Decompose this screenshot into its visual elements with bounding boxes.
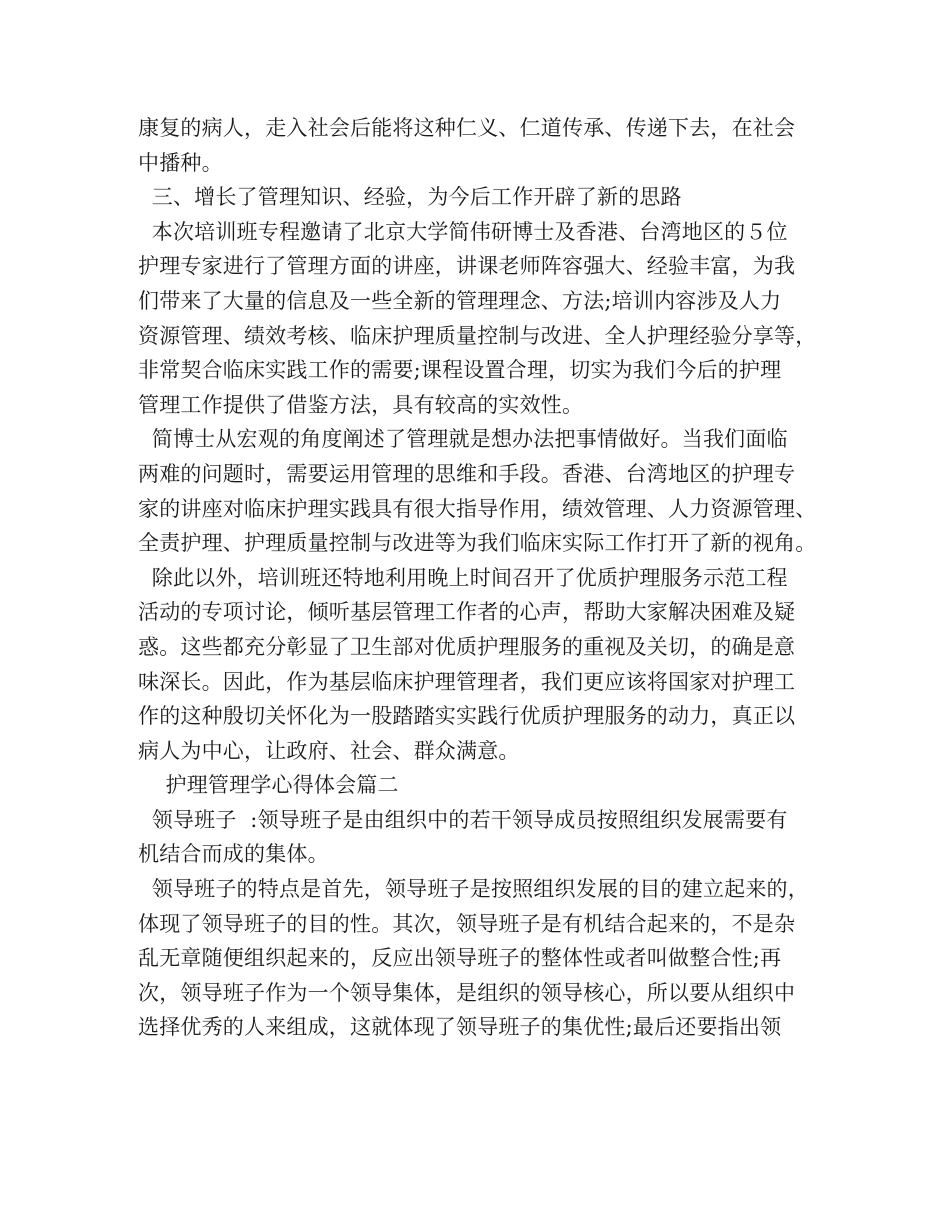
text-line: 两难的问题时，需要运用管理的思维和手段。香港、台湾地区的护理专 — [138, 461, 796, 486]
text-line: 护理专家进行了管理方面的讲座，讲课老师阵容强大、经验丰富，为我 — [138, 254, 796, 279]
text-line: 体现了领导班子的目的性。其次，领导班子是有机结合起来的，不是杂 — [138, 911, 796, 936]
text-line: 简博士从宏观的角度阐述了管理就是想办法把事情做好。当我们面临 — [138, 427, 788, 452]
text-line: 乱无章随便组织起来的，反应出领导班子的整体性或者叫做整合性;再 — [138, 946, 782, 971]
text-line: 味深长。因此，作为基层临床护理管理者，我们更应该将国家对护理工 — [138, 669, 796, 694]
text-line: 资源管理、绩效考核、临床护理质量控制与改进、全人护理经验分享等， — [138, 323, 817, 348]
text-line: 除此以外，培训班还特地利用晚上时间召开了优质护理服务示范工程 — [138, 565, 788, 590]
text-line: 们带来了大量的信息及一些全新的管理理念、方法;培训内容涉及人力 — [138, 288, 782, 313]
text-line: 惑。这些都充分彰显了卫生部对优质护理服务的重视及关切，的确是意 — [138, 634, 796, 659]
text-line: 康复的病人，走入社会后能将这种仁义、仁道传承、传递下去，在社会 — [138, 116, 796, 140]
text-line: 本次培训班专程邀请了北京大学简伟研博士及香港、台湾地区的５位 — [138, 219, 788, 244]
text-line: 机结合而成的集体。 — [138, 842, 329, 867]
text-line: 领导班子 :领导班子是由组织中的若干领导成员按照组织发展需要有 — [138, 807, 788, 832]
text-line: 病人为中心，让政府、社会、群众满意。 — [138, 738, 520, 763]
text-line: 次，领导班子作为一个领导集体，是组织的领导核心，所以要从组织中 — [138, 980, 796, 1005]
text-line: 中播种。 — [138, 150, 223, 175]
section-title: 护理管理学心得体会篇二 — [138, 773, 399, 798]
text-line: 选择优秀的人来组成，这就体现了领导班子的集优性;最后还要指出领 — [138, 1015, 782, 1040]
text-line: 家的讲座对临床护理实践具有很大指导作用，绩效管理、人力资源管理、 — [138, 496, 817, 521]
text-line: 领导班子的特点是首先，领导班子是按照组织发展的目的建立起来的， — [138, 877, 809, 902]
text-line: 非常契合临床实践工作的需要;课程设置合理，切实为我们今后的护理 — [138, 358, 782, 383]
text-line: 作的这种殷切关怀化为一股踏踏实实践行优质护理服务的动力，真正以 — [138, 704, 796, 729]
text-line: 活动的专项讨论，倾听基层管理工作者的心声，帮助大家解决困难及疑 — [138, 600, 796, 625]
text-line: 全责护理、护理质量控制与改进等为我们临床实际工作打开了新的视角。 — [138, 531, 817, 556]
section-heading: 三、增长了管理知识、经验，为今后工作开辟了新的思路 — [138, 185, 682, 210]
text-line: 管理工作提供了借鉴方法，具有较高的实效性。 — [138, 392, 584, 417]
document-body-text — [138, 111, 838, 1045]
